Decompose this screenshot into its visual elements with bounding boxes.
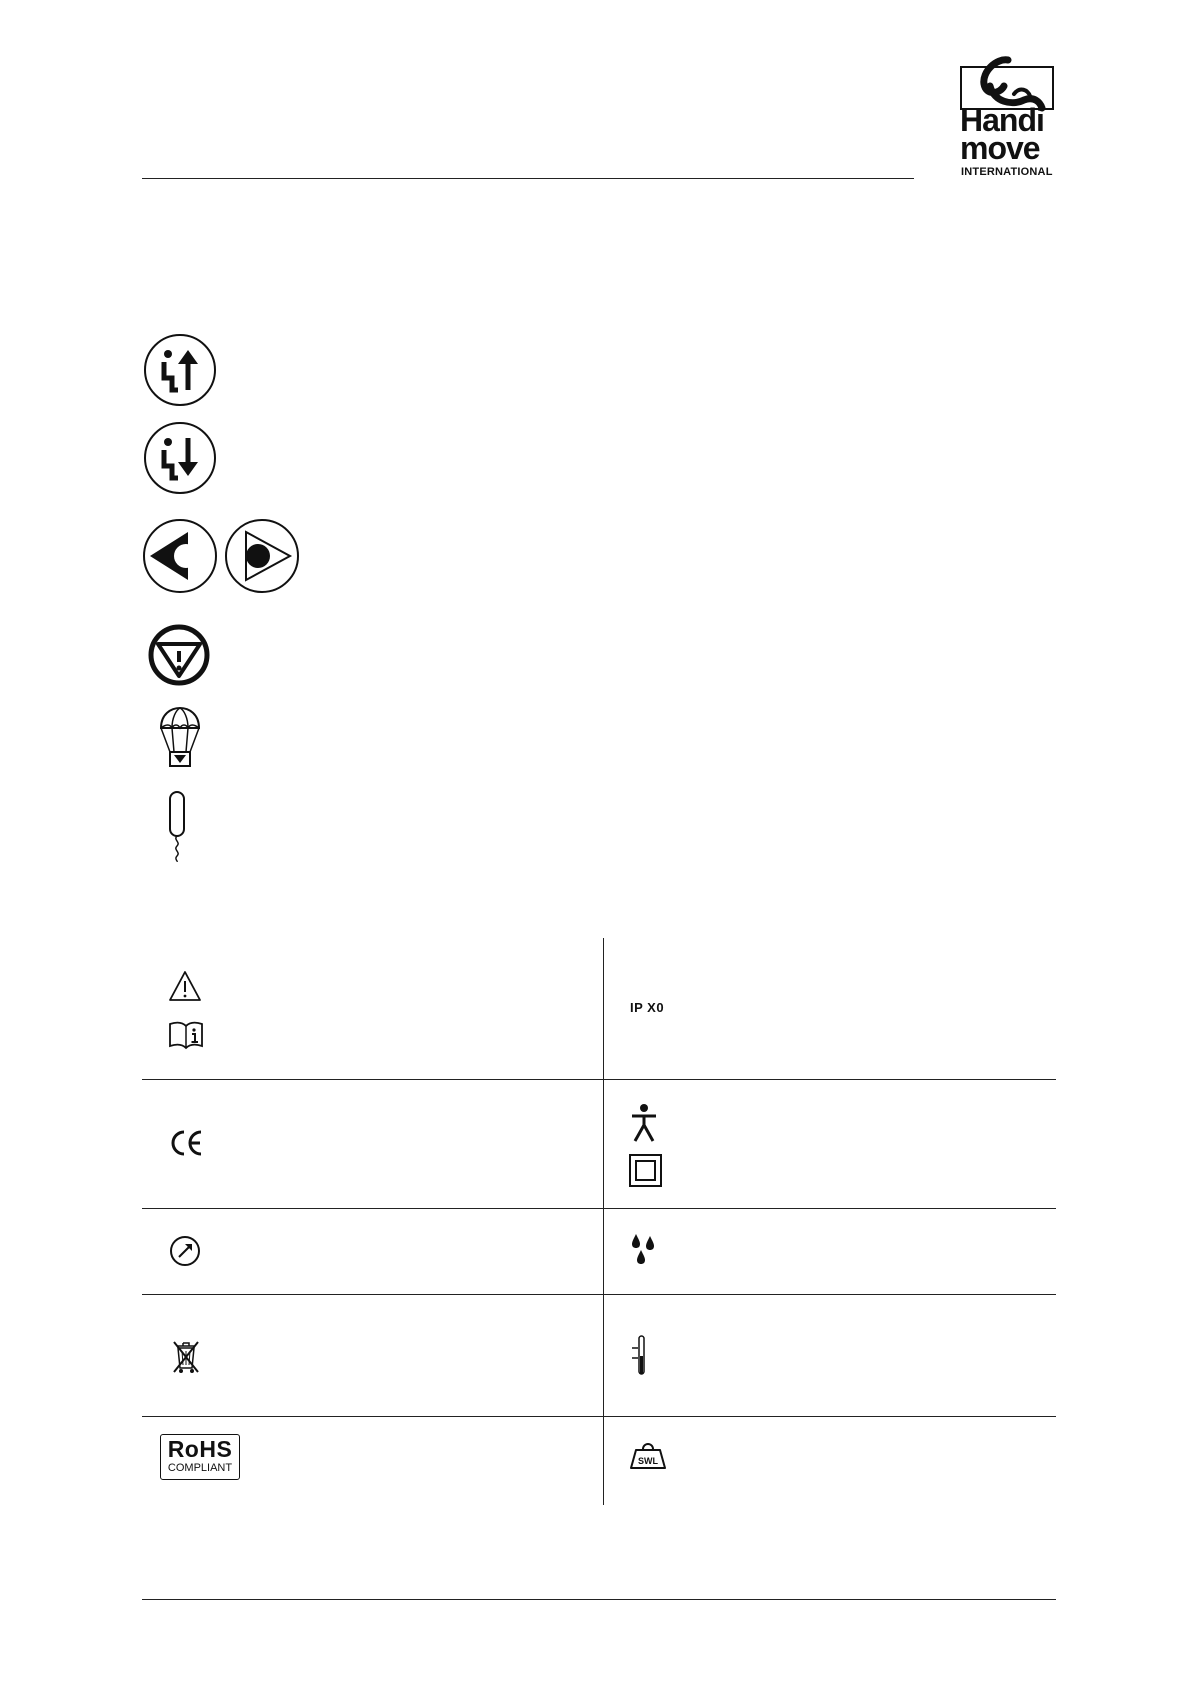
humidity-icon: [630, 1232, 658, 1268]
emergency-stop-icon: [148, 624, 210, 686]
footer-rule: [142, 1599, 1056, 1600]
rohs-main-text: RoHS: [167, 1436, 233, 1462]
table-column-divider: [603, 938, 604, 1505]
table-row-divider: [142, 1294, 1056, 1295]
class-ii-equipment-icon: [628, 1153, 664, 1189]
rohs-badge: [160, 1434, 240, 1480]
lift-down-icon: [142, 420, 218, 496]
table-row-divider: [142, 1416, 1056, 1417]
safe-working-load-icon: [628, 1440, 668, 1472]
logo-line3: INTERNATIONAL: [961, 166, 1053, 178]
arrow-left-icon: [142, 518, 218, 594]
weee-disposal-icon: [172, 1338, 200, 1376]
ce-mark-icon: [168, 1128, 204, 1158]
instruction-manual-icon: [168, 1020, 204, 1050]
table-row-divider: [142, 1208, 1056, 1209]
logo-line2: move: [960, 130, 1040, 166]
emergency-lowering-icon: [158, 706, 202, 768]
ip-rating-label: IP X0: [630, 1000, 665, 1015]
arrow-right-icon: [224, 518, 300, 594]
logo-line1: Handi: [960, 102, 1044, 138]
handimove-logo: [960, 56, 1056, 180]
temperature-limit-icon: [630, 1334, 652, 1378]
hand-control-icon: [162, 790, 192, 862]
lift-up-icon: [142, 332, 218, 408]
type-b-applied-part-icon: [628, 1103, 660, 1143]
header-rule: [142, 178, 914, 179]
table-row-divider: [142, 1079, 1056, 1080]
swl-text: SWL: [638, 1456, 658, 1466]
rohs-sub-text: COMPLIANT: [167, 1462, 233, 1474]
warning-icon: [168, 970, 202, 1002]
gauge-icon: [168, 1234, 202, 1268]
symbol-table: [142, 938, 1056, 1505]
